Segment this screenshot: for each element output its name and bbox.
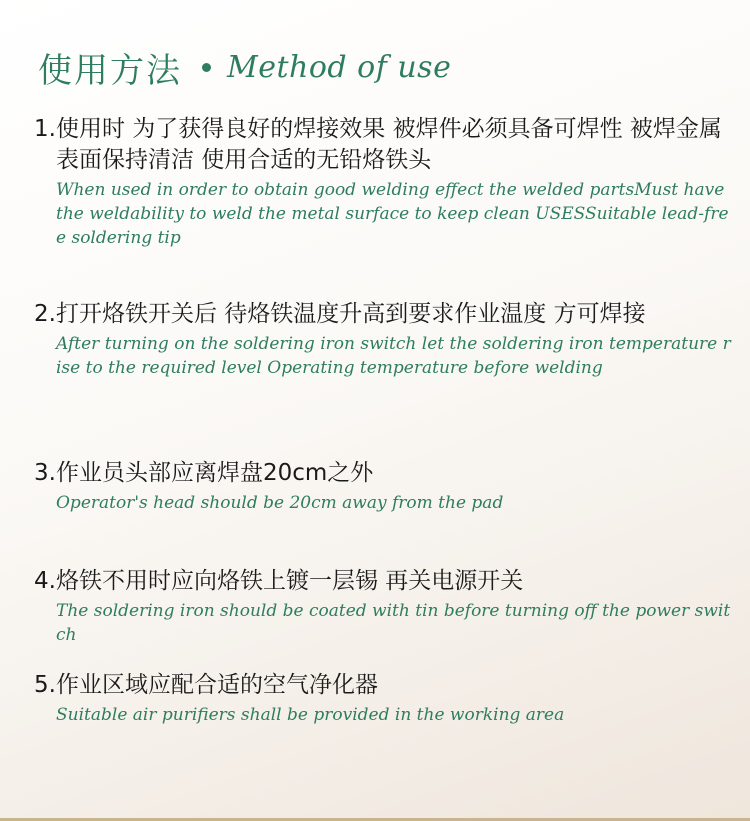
- instruction-item-4: [34, 566, 734, 647]
- heading-chinese: 使用方法: [38, 50, 182, 91]
- instruction-text-english: The soldering iron should be coated with tin before turning off the power switch: [56, 601, 731, 645]
- instruction-text-english: After turning on the soldering iron switch let the soldering iron temperature rise to the required level Operating temperature before welding: [56, 334, 731, 378]
- instruction-text-chinese: 1.使用时 为了获得良好的焊接效果 被焊件必须具备可焊性 被焊金属表面保持清洁 使用合适的无铅烙铁头: [34, 116, 722, 173]
- instruction-text-english: When used in order to obtain good welding effect the welded partsMust have the weldability to weld the metal surface to keep clean USESSuitable lead-free soldering tip: [56, 180, 729, 248]
- heading-english: Method of use: [227, 49, 452, 85]
- instruction-text-english: Operator's head should be 20cm away from the pad: [56, 493, 504, 513]
- section-heading: [38, 42, 451, 92]
- instruction-text-chinese: 2.打开烙铁开关后 待烙铁温度升高到要求作业温度 方可焊接: [34, 301, 646, 327]
- instruction-text-chinese: 4.烙铁不用时应向烙铁上镀一层锡 再关电源开关: [34, 568, 524, 594]
- instruction-item-5: [34, 670, 734, 727]
- instruction-item-3: [34, 458, 734, 515]
- instruction-item-1: [34, 114, 734, 250]
- bullet-dot-icon: [202, 63, 211, 72]
- instruction-text-chinese: 3.作业员头部应离焊盘20cm之外: [34, 460, 374, 486]
- instruction-text-english: Suitable air purifiers shall be provided in the working area: [56, 705, 565, 725]
- instruction-item-2: [34, 299, 734, 380]
- instruction-text-chinese: 5.作业区域应配合适的空气净化器: [34, 672, 378, 698]
